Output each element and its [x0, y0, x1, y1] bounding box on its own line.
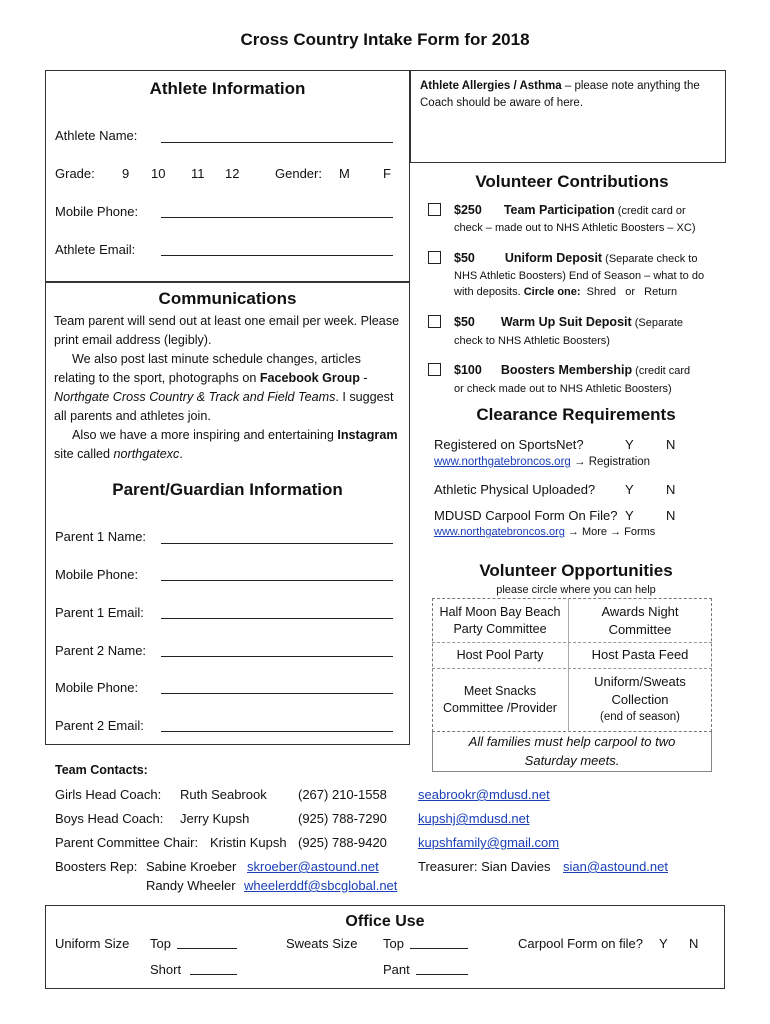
- contrib-amount: $250: [454, 203, 482, 217]
- contrib-note-line: NHS Athletic Boosters) End of Season – what to do: [454, 270, 705, 282]
- gender-option-m[interactable]: M: [339, 166, 350, 181]
- opportunity-meet-snacks[interactable]: Meet Snacks Committee /Provider: [443, 684, 557, 715]
- grade-option-9[interactable]: 9: [122, 166, 130, 181]
- contrib-note-line: or check made out to NHS Athletic Boosters): [454, 383, 672, 395]
- comms-p2-dash: -: [359, 371, 368, 385]
- parent2-phone-field[interactable]: [161, 693, 393, 694]
- parent1-email-field[interactable]: [161, 618, 393, 619]
- forms-link-line: [434, 526, 655, 538]
- parent2-phone-label: Mobile Phone:: [55, 680, 139, 695]
- parent2-email-label: Parent 2 Email:: [55, 718, 144, 733]
- comms-p2-end: . I suggest all parents and athletes join.: [54, 390, 394, 423]
- communications-heading: Communications: [158, 289, 297, 308]
- comms-p3-mid: site called: [54, 447, 114, 461]
- comms-paragraph-1: Team parent will send out at least one email per week. Please print email address (legibly).: [54, 314, 400, 347]
- facebook-group-name: Northgate Cross Country & Track and Field Teams: [54, 390, 336, 404]
- parent2-name-label: Parent 2 Name:: [55, 643, 147, 658]
- forms-path: → More → Forms: [564, 526, 656, 538]
- sweats-top-label: Top: [383, 936, 404, 951]
- contrib-note: (credit card: [632, 365, 691, 377]
- instagram-handle: northgatexc: [113, 447, 180, 461]
- booster2-email-link[interactable]: wheelerddf@sbcglobal.net: [244, 878, 398, 893]
- contact-name: Jerry Kupsh: [180, 811, 250, 826]
- comms-paragraph-2: [54, 350, 404, 426]
- comms-p2-text: We also post last minute schedule changes, articles relating to the sport, photographs on: [54, 352, 361, 385]
- boosters-rep-label: Boosters Rep:: [55, 859, 138, 874]
- contrib-amount: $100: [454, 363, 482, 377]
- grade-option-12[interactable]: 12: [225, 166, 240, 181]
- sweats-top-field[interactable]: [410, 948, 468, 949]
- deposit-note: with deposits.: [454, 286, 524, 298]
- opportunity-uniform-collection[interactable]: Uniform/Sweats Collection: [594, 674, 686, 707]
- contact-phone: (925) 788-9420: [298, 835, 387, 850]
- grid-divider-vertical: [568, 598, 569, 732]
- contact-name: Ruth Seabrook: [180, 787, 267, 802]
- contact-name: Kristin Kupsh: [210, 835, 287, 850]
- sweats-size-label: Sweats Size: [286, 936, 358, 951]
- booster1-name: Sabine Kroeber: [146, 859, 237, 874]
- volunteer-opportunities-heading: Volunteer Opportunities: [479, 561, 673, 580]
- athlete-info-heading: Athlete Information: [149, 79, 306, 98]
- gender-option-f[interactable]: F: [383, 166, 391, 181]
- contact-role: Boys Head Coach:: [55, 811, 164, 826]
- contact-role: Parent Committee Chair:: [55, 835, 199, 850]
- athlete-email-label: Athlete Email:: [55, 242, 136, 257]
- booster2-name: Randy Wheeler: [146, 878, 236, 893]
- deposit-option-line: [454, 286, 677, 298]
- forms-link[interactable]: www.northgatebroncos.org: [434, 526, 565, 538]
- opportunity-uniform-collection-note: (end of season): [600, 711, 680, 724]
- treasurer-email-link[interactable]: sian@astound.net: [563, 859, 668, 874]
- uniform-short-field[interactable]: [190, 974, 237, 975]
- opportunity-pasta-feed[interactable]: Host Pasta Feed: [591, 647, 689, 663]
- team-contacts-heading: Team Contacts:: [55, 763, 148, 777]
- treasurer-label: Treasurer: Sian Davies: [418, 859, 551, 874]
- comms-p3-end: .: [179, 447, 183, 461]
- sweats-pant-label: Pant: [383, 962, 410, 977]
- comms-paragraph-3: [54, 426, 404, 464]
- carpool-form-question: MDUSD Carpool Form On File?: [434, 508, 618, 523]
- uniform-size-label: Uniform Size: [55, 936, 130, 951]
- communications-text: [54, 312, 404, 464]
- registration-path: → Registration: [570, 456, 651, 468]
- physical-no[interactable]: N: [666, 482, 676, 497]
- parent-info-heading: Parent/Guardian Information: [112, 480, 343, 499]
- uniform-top-label: Top: [150, 936, 171, 951]
- allergies-title: Athlete Allergies / Asthma: [420, 80, 562, 92]
- physical-yes[interactable]: Y: [625, 482, 634, 497]
- opportunity-awards-night[interactable]: Awards Night Committee: [601, 603, 679, 637]
- carpool-form-no[interactable]: N: [666, 508, 676, 523]
- athlete-email-field[interactable]: [161, 255, 393, 256]
- office-use-heading: Office Use: [345, 913, 425, 930]
- circle-one-label: Circle one:: [523, 286, 581, 298]
- instagram-text: Instagram: [337, 428, 398, 442]
- sportsnet-question: Registered on SportsNet?: [434, 437, 584, 452]
- grade-label: Grade:: [55, 166, 95, 181]
- carpool-on-file-label: Carpool Form on file?: [518, 936, 643, 951]
- carpool-note: All families must help carpool to two Saturday meets.: [468, 734, 676, 768]
- sweats-pant-field[interactable]: [416, 974, 468, 975]
- checkbox-team-participation[interactable]: [428, 203, 441, 216]
- contrib-team-participation: [454, 203, 686, 217]
- uniform-short-label: Short: [150, 962, 182, 977]
- contact-phone: (267) 210-1558: [298, 787, 387, 802]
- grade-option-10[interactable]: 10: [151, 166, 166, 181]
- parent1-phone-label: Mobile Phone:: [55, 567, 139, 582]
- physical-question: Athletic Physical Uploaded?: [434, 482, 596, 497]
- athlete-phone-field[interactable]: [161, 217, 393, 218]
- parent1-name-label: Parent 1 Name:: [55, 529, 147, 544]
- athlete-name-field[interactable]: [161, 142, 393, 143]
- contrib-note: (Separate: [631, 317, 684, 329]
- carpool-on-file-no[interactable]: N: [689, 936, 699, 951]
- contact-phone: (925) 788-7290: [298, 811, 387, 826]
- sportsnet-no[interactable]: N: [666, 437, 676, 452]
- carpool-on-file-yes[interactable]: Y: [659, 936, 668, 951]
- contrib-name: Team Participation: [503, 203, 615, 217]
- booster1-email-link[interactable]: skroeber@astound.net: [247, 859, 379, 874]
- parent1-email-label: Parent 1 Email:: [55, 605, 144, 620]
- contact-email-link[interactable]: kupshj@mdusd.net: [418, 811, 530, 826]
- grade-option-11[interactable]: 11: [191, 166, 205, 181]
- gender-label: Gender:: [275, 166, 322, 181]
- contrib-note-line: check – made out to NHS Athletic Boosters – XC): [454, 222, 696, 234]
- grid-divider: [432, 668, 712, 669]
- facebook-group-text: Facebook Group: [259, 371, 360, 385]
- volunteer-opportunities-sub: please circle where you can help: [496, 584, 656, 596]
- registration-link-line: [434, 456, 650, 468]
- parent1-name-field[interactable]: [161, 543, 393, 544]
- contrib-name: Boosters Membership: [500, 363, 633, 377]
- allergies-note: – please note anything the Coach should be aware of here.: [420, 80, 700, 110]
- allergies-prompt: [420, 78, 720, 113]
- carpool-form-yes[interactable]: Y: [625, 508, 634, 523]
- contrib-boosters-membership: [454, 363, 690, 377]
- contrib-note: (Separate check to: [602, 253, 698, 265]
- opportunity-pool-party[interactable]: Host Pool Party: [456, 647, 544, 662]
- contrib-amount: $50: [454, 315, 475, 329]
- shred-return-options[interactable]: Shred or Return: [580, 286, 678, 298]
- clearance-heading: Clearance Requirements: [476, 405, 676, 424]
- checkbox-uniform-deposit[interactable]: [428, 251, 441, 264]
- uniform-top-field[interactable]: [177, 948, 237, 949]
- sportsnet-yes[interactable]: Y: [625, 437, 634, 452]
- checkbox-warm-up-suit[interactable]: [428, 315, 441, 328]
- contrib-note: (credit card or: [614, 205, 686, 217]
- contrib-warm-up-suit: [454, 315, 683, 329]
- parent2-name-field[interactable]: [161, 656, 393, 657]
- contrib-name: Uniform Deposit: [504, 251, 603, 265]
- checkbox-boosters-membership[interactable]: [428, 363, 441, 376]
- contrib-note-line: check to NHS Athletic Boosters): [454, 335, 610, 347]
- contact-role: Girls Head Coach:: [55, 787, 162, 802]
- contrib-uniform-deposit: [454, 251, 697, 265]
- parent1-phone-field[interactable]: [161, 580, 393, 581]
- contact-email-link[interactable]: kupshfamily@gmail.com: [418, 835, 560, 850]
- volunteer-contributions-heading: Volunteer Contributions: [475, 172, 669, 191]
- registration-link[interactable]: www.northgatebroncos.org: [434, 456, 571, 468]
- contrib-amount: $50: [454, 251, 475, 265]
- contact-email-link[interactable]: seabrookr@mdusd.net: [418, 787, 550, 802]
- athlete-name-label: Athlete Name:: [55, 128, 138, 143]
- comms-p3-text: Also we have a more inspiring and entertaining: [72, 428, 338, 442]
- parent2-email-field[interactable]: [161, 731, 393, 732]
- contrib-name: Warm Up Suit Deposit: [500, 315, 632, 329]
- opportunity-beach-party[interactable]: Half Moon Bay Beach Party Committee: [439, 604, 561, 636]
- athlete-phone-label: Mobile Phone:: [55, 204, 139, 219]
- form-title: Cross Country Intake Form for 2018: [240, 30, 530, 49]
